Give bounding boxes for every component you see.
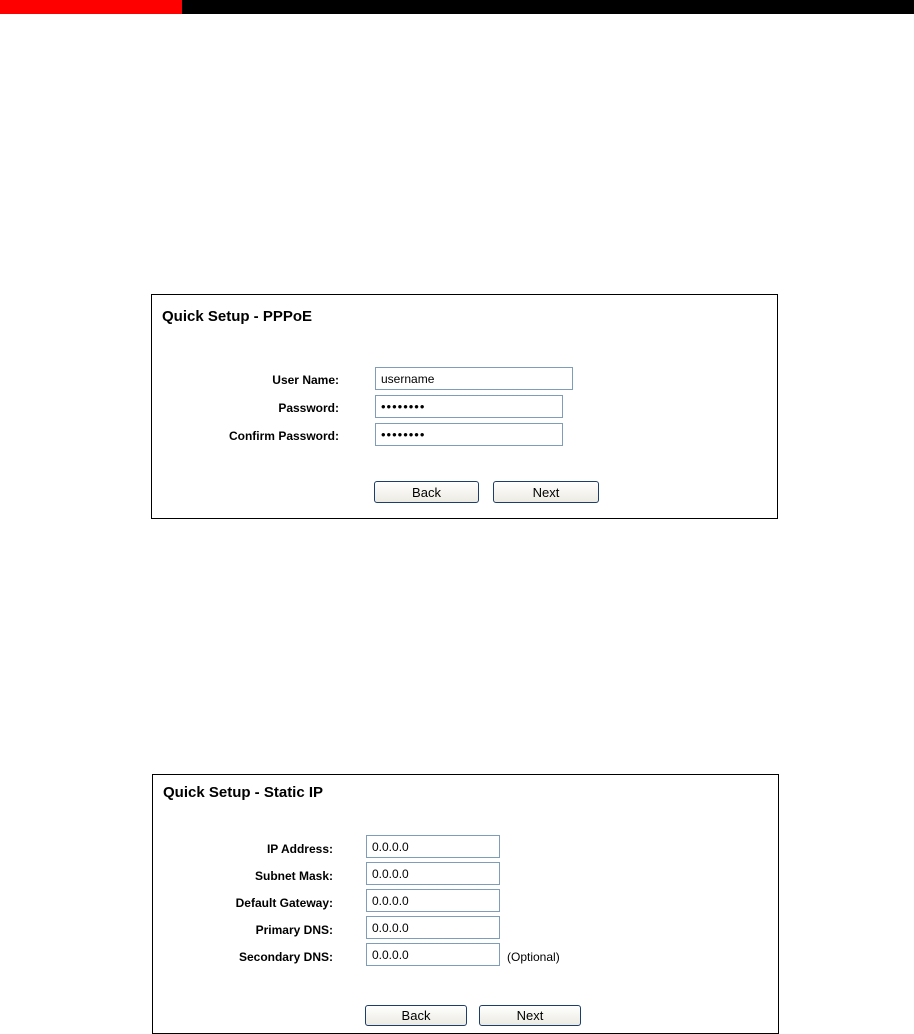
password-input[interactable] (375, 395, 563, 418)
confirm-password-input[interactable] (375, 423, 563, 446)
secondary-dns-label: Secondary DNS: (238, 950, 333, 964)
secondary-dns-input[interactable] (366, 943, 500, 966)
secondary-dns-optional-hint: (Optional) (507, 950, 560, 964)
static-ip-title: Quick Setup - Static IP (163, 784, 324, 801)
user-name-label: User Name: (272, 373, 339, 387)
header-accent (0, 0, 182, 14)
pppoe-panel (151, 294, 778, 519)
header-bar (0, 0, 914, 14)
primary-dns-label: Primary DNS: (255, 923, 333, 937)
default-gateway-input[interactable] (366, 889, 500, 912)
password-label: Password: (278, 401, 339, 415)
static-ip-back-button[interactable]: Back (365, 1005, 467, 1026)
pppoe-next-button[interactable]: Next (493, 481, 599, 503)
user-name-input[interactable] (375, 367, 573, 390)
pppoe-title: Quick Setup - PPPoE (162, 308, 313, 325)
primary-dns-input[interactable] (366, 916, 500, 939)
subnet-mask-input[interactable] (366, 862, 500, 885)
static-ip-next-button[interactable]: Next (479, 1005, 581, 1026)
static-ip-panel (152, 774, 779, 1034)
pppoe-back-button[interactable]: Back (374, 481, 479, 503)
confirm-password-label: Confirm Password: (228, 429, 339, 443)
default-gateway-label: Default Gateway: (235, 896, 333, 910)
ip-address-input[interactable] (366, 835, 500, 858)
ip-address-label: IP Address: (266, 842, 333, 856)
subnet-mask-label: Subnet Mask: (254, 869, 333, 883)
